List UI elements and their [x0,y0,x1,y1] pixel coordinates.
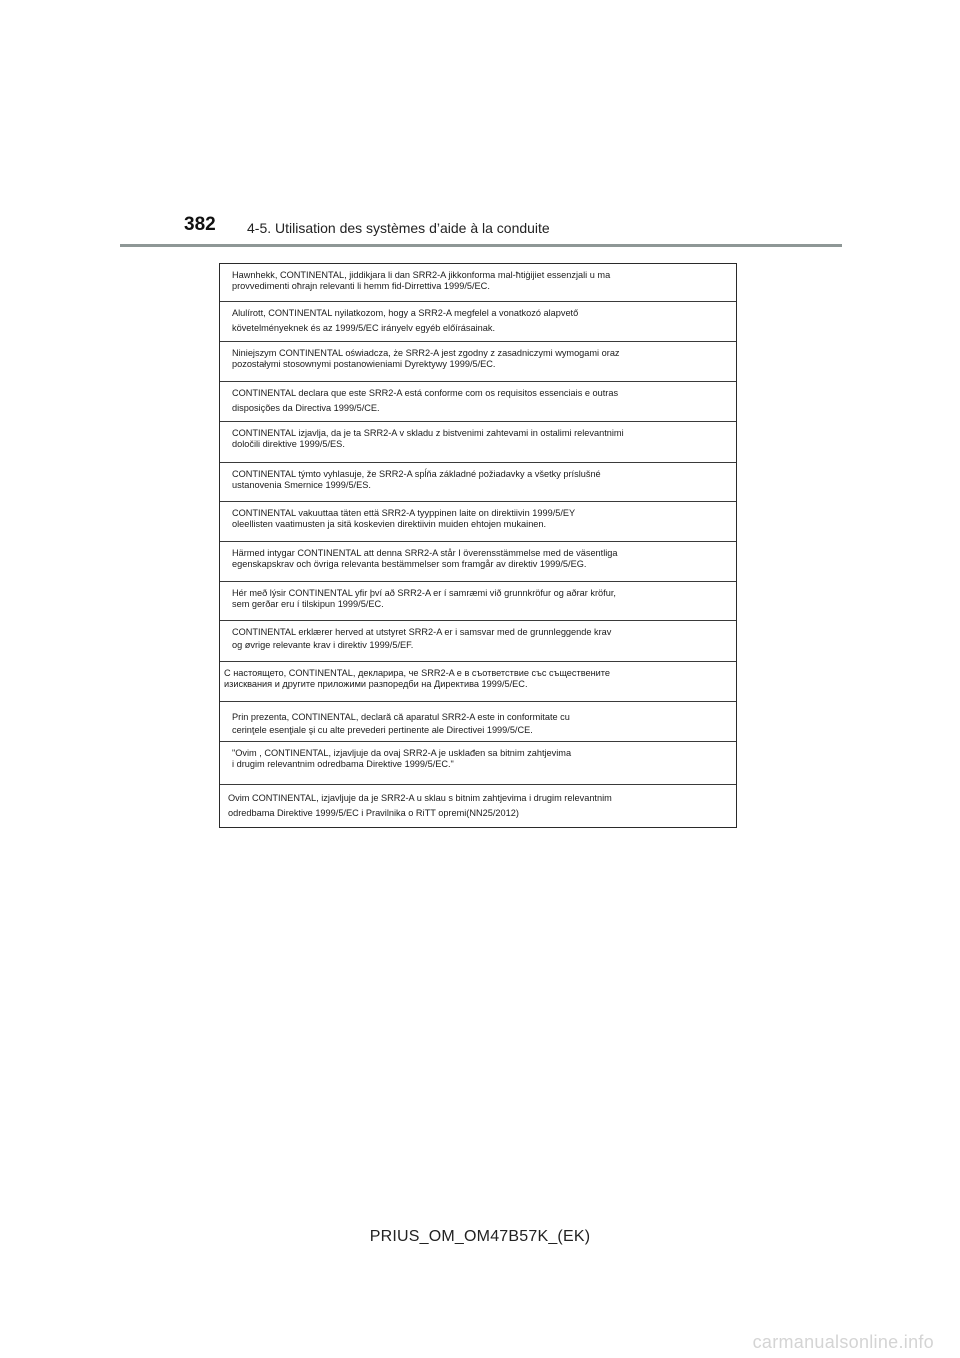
declaration-row-swedish [220,542,736,582]
declaration-text-line: CONTINENTAL declara que este SRR2-A está conforme com os requisitos essenciais e outras [232,388,619,398]
declaration-text-line: Niniejszym CONTINENTAL oświadcza, że SRR2-A jest zgodny z zasadniczymi wymogami oraz [232,348,620,358]
declaration-text-line: CONTINENTAL vakuuttaa täten että SRR2-A tyyppinen laite on direktiivin 1999/5/EY [232,508,576,518]
declaration-row-maltese [220,264,736,302]
declaration-text-line: og øvrige relevante krav i direktiv 1999/5/EF. [232,640,414,650]
declaration-row-bosnian [220,742,736,785]
declaration-text-line: CONTINENTAL erklærer herved at utstyret SRR2-A er i samsvar med de grunnleggende krav [232,627,612,637]
watermark: carmanualsonline.info [752,1332,934,1352]
declaration-text-line: изисквания и другите приложими разпоредби на Директива 1999/5/ЕС. [224,679,528,689]
declaration-row-norwegian [220,621,736,662]
declaration-text-line: Hawnhekk, CONTINENTAL, jiddikjara li dan SRR2-A jikkonforma mal-ħtiġijiet essenzjali u ma [232,270,611,280]
declaration-text-line: CONTINENTAL týmto vyhlasuje, že SRR2-A spĺňa základné požiadavky a všetky príslušné [232,469,601,479]
manual-code: PRIUS_OM_OM47B57K_(EK) [369,1228,591,1245]
declaration-text-line: disposições da Directiva 1999/5/CE. [232,403,380,413]
declaration-text-line: določili direktive 1999/5/ES. [232,439,345,449]
declaration-text-line: Härmed intygar CONTINENTAL att denna SRR2-A står I överensstämmelse med de väsentliga [232,548,618,558]
declaration-row-romanian [220,702,736,742]
declaration-text-line: cerinţele esenţiale şi cu alte prevederi pertinente ale Directivei 1999/5/CE. [232,725,533,735]
declaration-text-line: CONTINENTAL izjavlja, da je ta SRR2-A v skladu z bistvenimi zahtevami in ostalimi relevantnimi [232,428,624,438]
declaration-row-slovenian [220,422,736,463]
declaration-row-finnish [220,502,736,542]
declaration-text-line: provvedimenti oħrajn relevanti li hemm fid-Dirrettiva 1999/5/EC. [232,281,490,291]
declaration-text-line: i drugim relevantnim odredbama Direktive 1999/5/EC." [232,759,454,769]
declaration-row-portuguese [220,382,736,422]
declaration-row-hungarian [220,302,736,342]
declaration-row-icelandic [220,582,736,621]
declaration-row-slovak [220,463,736,502]
declaration-text-line: Ovim CONTINENTAL, izjavljuje da je SRR2-A u sklau s bitnim zahtjevima i drugim relevantnim [228,793,612,803]
declaration-row-polish [220,342,736,382]
declaration-row-croatian [220,785,736,827]
declaration-text-line: "Ovim , CONTINENTAL, izjavljuje da ovaj SRR2-A je usklađen sa bitnim zahtjevima [232,748,572,758]
declaration-text-line: Prin prezenta, CONTINENTAL, declară că aparatul SRR2-A este in conformitate cu [232,712,570,722]
declaration-text-line: egenskapskrav och övriga relevanta bestämmelser som framgår av direktiv 1999/5/EG. [232,559,587,569]
section-title: 4-5. Utilisation des systèmes d’aide à la conduite [247,220,550,236]
declaration-table [219,263,737,828]
declaration-text-line: odredbama Direktive 1999/5/EC i Pravilnika o RiTT opremi(NN25/2012) [228,808,519,818]
declaration-text-line: követelményeknek és az 1999/5/EC irányelv egyéb előírásainak. [232,323,496,333]
declaration-text-line: sem gerðar eru í tilskipun 1999/5/EC. [232,599,384,609]
declaration-text-line: ustanovenia Smernice 1999/5/ES. [232,480,371,490]
declaration-text-line: pozostałymi stosownymi postanowieniami Dyrektywy 1999/5/EC. [232,359,496,369]
declaration-text-line: Alulírott, CONTINENTAL nyilatkozom, hogy a SRR2-A megfelel a vonatkozó alapvető [232,308,579,318]
declaration-text-line: Hér með lýsir CONTINENTAL yfir því að SRR2-A er í samræmi við grunnkröfur og aðrar kröfur, [232,588,616,598]
declaration-text-line: С настоящето, CONTINENTAL, декларира, че SRR2-A е в съответствие със съществените [224,668,611,678]
declaration-row-bulgarian [220,662,736,702]
declaration-text-line: oleellisten vaatimusten ja sitä koskevien direktiivin muiden ehtojen mukainen. [232,519,547,529]
header-divider [120,244,842,247]
page-number: 382 [184,214,216,235]
